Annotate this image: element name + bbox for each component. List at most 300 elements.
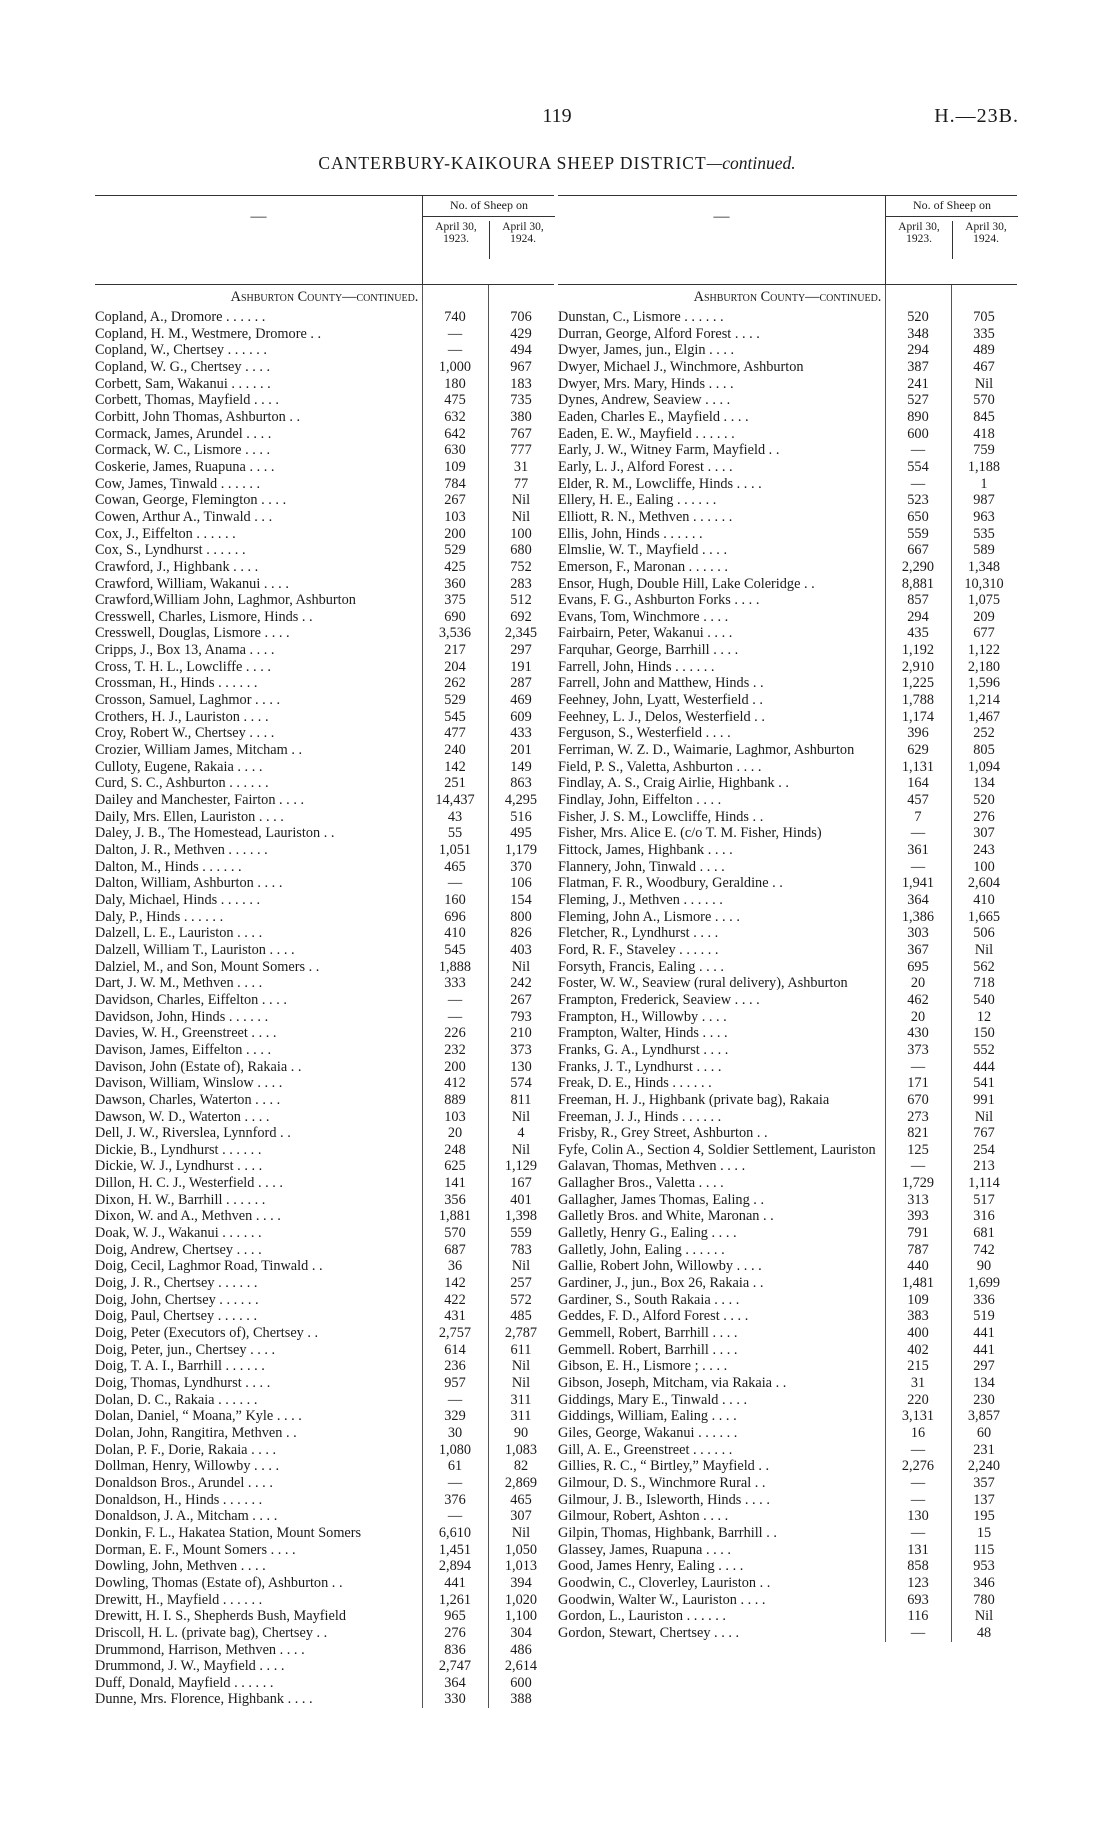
owner-name-cell: Donaldson, J. A., Mitcham . . . . (95, 1508, 278, 1525)
table-row (95, 692, 554, 709)
table-row (95, 1408, 554, 1425)
sheep-1924-cell: 191 (510, 658, 532, 675)
owner-name-cell: Cresswell, Charles, Lismore, Hinds . . (95, 608, 313, 625)
sheep-1924-cell: 572 (510, 1291, 532, 1308)
table-row (558, 576, 1017, 593)
table-row (95, 1492, 554, 1509)
sheep-1924-cell: 552 (973, 1041, 995, 1058)
table-row (95, 509, 554, 526)
owner-name-cell: Dunstan, C., Lismore . . . . . . (558, 309, 724, 325)
table-row (558, 1558, 1017, 1575)
sheep-1924-cell: 346 (973, 1574, 995, 1591)
table-row (95, 775, 554, 792)
owner-name-cell: Driscoll, H. L. (private bag), Chertsey . . (95, 1624, 328, 1641)
sheep-1923-cell: 529 (444, 542, 466, 559)
sheep-1924-cell: 418 (973, 425, 995, 442)
owner-name-cell: Cormack, James, Arundel . . . . (95, 425, 272, 442)
table-row (95, 625, 554, 642)
sheep-1924-cell: 307 (510, 1508, 532, 1525)
sheep-1924-cell: 759 (973, 442, 995, 459)
sheep-1923-cell: — (447, 1008, 463, 1025)
sheep-group-label: No. of Sheep on (913, 198, 991, 212)
sheep-1924-cell: 1,114 (968, 1175, 1000, 1192)
sheep-1924-cell: 2,604 (967, 875, 1001, 892)
table-row (558, 1125, 1017, 1142)
sheep-1923-cell: 465 (444, 858, 466, 875)
sheep-1923-cell: 240 (444, 742, 466, 759)
table-row (558, 609, 1017, 626)
owner-name-cell: Flannery, John, Tinwald . . . . (558, 858, 725, 875)
sheep-1923-cell: 20 (910, 975, 926, 992)
owner-name-cell: Coskerie, James, Ruapuna . . . . (95, 458, 275, 475)
table-row (95, 809, 554, 826)
sheep-1924-cell: 589 (973, 542, 995, 559)
sheep-1923-cell: 791 (907, 1225, 929, 1242)
sheep-1924-cell: 297 (510, 642, 532, 659)
table-row (558, 1508, 1017, 1525)
sheep-1924-cell: 800 (510, 908, 532, 925)
table-row (95, 975, 554, 992)
sheep-1923-cell: 858 (907, 1558, 929, 1575)
table-row (558, 659, 1017, 676)
table-row (558, 675, 1017, 692)
sheep-1923-cell: 383 (907, 1308, 929, 1325)
sheep-1923-cell: 614 (444, 1341, 466, 1358)
owner-name-cell: Cowan, George, Flemington . . . . (95, 492, 287, 509)
table-row (95, 1442, 554, 1459)
sheep-1923-cell: — (910, 858, 926, 875)
sheep-1924-cell: 611 (510, 1341, 532, 1358)
table-row (95, 326, 554, 343)
owner-name-cell: Donaldson, H., Hinds . . . . . . (95, 1491, 263, 1508)
table-row (558, 1442, 1017, 1459)
sheep-1924-cell: 2,787 (504, 1325, 538, 1342)
sheep-1923-cell: 740 (444, 309, 466, 325)
sheep-1923-cell: 376 (444, 1491, 466, 1508)
sheep-1924-cell: Nil (974, 941, 994, 958)
sheep-1924-cell: 845 (973, 408, 995, 425)
table-row (558, 909, 1017, 926)
sheep-1924-cell: Nil (974, 1108, 994, 1125)
page-title (0, 153, 1114, 174)
table-body (95, 285, 554, 1708)
owner-name-cell: Feehney, L. J., Delos, Westerfield . . (558, 708, 765, 725)
owner-name-cell: Dynes, Andrew, Seaview . . . . (558, 392, 731, 409)
table-row (95, 609, 554, 626)
table-row (95, 1059, 554, 1076)
sheep-1924-cell: 10,310 (964, 575, 1004, 592)
table-row (95, 426, 554, 443)
owner-name-cell: Crossman, H., Hinds . . . . . . (95, 675, 258, 692)
owner-name-cell: Geddes, F. D., Alford Forest . . . . (558, 1308, 749, 1325)
sheep-1924-cell: 811 (510, 1091, 532, 1108)
owner-name-cell: Doig, Andrew, Chertsey . . . . (95, 1241, 262, 1258)
sheep-1923-cell: — (447, 1474, 463, 1491)
sheep-1923-cell: 523 (907, 492, 929, 509)
table-row (95, 1642, 554, 1659)
owner-name-cell: Davies, W. H., Greenstreet . . . . (95, 1025, 277, 1042)
table-row (95, 1042, 554, 1059)
sheep-1924-cell: 433 (510, 725, 532, 742)
sheep-1924-cell: 609 (510, 708, 532, 725)
table-row (95, 1075, 554, 1092)
owner-name-cell: Gallagher Bros., Valetta . . . . (558, 1175, 724, 1192)
table-row (558, 1242, 1017, 1259)
owner-name-cell: Freeman, J. J., Hinds . . . . . . (558, 1108, 722, 1125)
sheep-1924-cell: 826 (510, 925, 532, 942)
owner-name-cell: Evans, F. G., Ashburton Forks . . . . (558, 592, 760, 609)
sheep-1924-cell: 486 (510, 1641, 532, 1658)
sheep-1924-cell: 137 (973, 1491, 995, 1508)
owner-name-cell: Elliott, R. N., Methven . . . . . . (558, 508, 733, 525)
sheep-count-header (885, 196, 1018, 284)
table-row (95, 1675, 554, 1692)
sheep-1923-cell: 262 (444, 675, 466, 692)
sheep-1923-cell: 2,290 (901, 558, 935, 575)
owner-name-cell: Copland, W., Chertsey . . . . . . (95, 342, 267, 359)
date-1924-header: April 30, 1924. (952, 221, 1019, 259)
sheep-1924-cell: 540 (973, 991, 995, 1008)
owner-name-cell: Doig, Cecil, Laghmor Road, Tinwald . . (95, 1258, 323, 1275)
owner-name-cell: Dillon, H. C. J., Westerfield . . . . (95, 1175, 284, 1192)
sheep-1924-cell: 494 (510, 342, 532, 359)
sheep-1924-cell: 705 (973, 309, 995, 325)
owner-name-cell: Glassey, James, Ruapuna . . . . (558, 1541, 731, 1558)
table-row (558, 309, 1017, 326)
sheep-1923-cell: 367 (907, 941, 929, 958)
sheep-1923-cell: 1,261 (438, 1591, 472, 1608)
sheep-1924-cell: 231 (973, 1441, 995, 1458)
sheep-1923-cell: 462 (907, 991, 929, 1008)
table-row (558, 959, 1017, 976)
table-row (558, 1292, 1017, 1309)
table-row (558, 792, 1017, 809)
sheep-1923-cell: 435 (907, 625, 929, 642)
table-row (558, 492, 1017, 509)
right-table (558, 195, 1017, 1642)
sheep-1923-cell: 836 (444, 1641, 466, 1658)
owner-name-cell: Freak, D. E., Hinds . . . . . . (558, 1075, 712, 1092)
sheep-1923-cell: 313 (907, 1191, 929, 1208)
sheep-1924-cell: 967 (510, 358, 532, 375)
table-row (558, 1092, 1017, 1109)
sheep-1924-cell: 863 (510, 775, 532, 792)
owner-name-cell: Gardiner, S., South Rakaia . . . . (558, 1291, 740, 1308)
owner-name-cell: Ferriman, W. Z. D., Waimarie, Laghmor, Ashburton (558, 742, 855, 759)
sheep-1924-cell: 149 (510, 758, 532, 775)
sheep-1924-cell: 1,467 (967, 708, 1001, 725)
owner-name-cell: Fyfe, Colin A., Section 4, Soldier Settlement, Lauriston (558, 1141, 876, 1158)
sheep-1923-cell: 1,888 (438, 958, 472, 975)
owner-name-cell: Doig, Peter (Executors of), Chertsey . . (95, 1325, 319, 1342)
sheep-1924-cell: 469 (510, 692, 532, 709)
sheep-1923-cell: 2,276 (901, 1458, 935, 1475)
owner-name-cell: Elder, R. M., Lowcliffe, Hinds . . . . (558, 475, 762, 492)
table-row (558, 1475, 1017, 1492)
owner-name-cell: Cresswell, Douglas, Lismore . . . . (95, 625, 290, 642)
owner-name-cell: Frampton, Walter, Hinds . . . . (558, 1025, 728, 1042)
sheep-1924-cell: 1,100 (504, 1608, 538, 1625)
sheep-1923-cell: 43 (447, 808, 463, 825)
owner-name-cell: Fleming, J., Methven . . . . . . (558, 891, 723, 908)
owner-name-cell: Elmslie, W. T., Mayfield . . . . (558, 542, 728, 559)
sheep-1923-cell: — (910, 475, 926, 492)
sheep-1924-cell: 2,869 (504, 1474, 538, 1491)
sheep-1923-cell: 545 (444, 708, 466, 725)
table-row (95, 309, 554, 326)
owner-name-cell: Drewitt, H. I. S., Shepherds Bush, Mayfield (95, 1608, 346, 1625)
table-row (558, 542, 1017, 559)
table-row (95, 825, 554, 842)
table-row (95, 759, 554, 776)
owner-name-cell: Foster, W. W., Seaview (rural delivery), Ashburton (558, 975, 848, 992)
sheep-1924-cell: 242 (510, 975, 532, 992)
owner-name-cell: Ensor, Hugh, Double Hill, Lake Coleridge . . (558, 575, 815, 592)
sheep-1924-cell: 257 (510, 1275, 532, 1292)
sheep-1923-cell: 965 (444, 1608, 466, 1625)
owner-name-cell: Evans, Tom, Winchmore . . . . (558, 608, 729, 625)
table-row (95, 392, 554, 409)
table-row (558, 1059, 1017, 1076)
owner-name-cell: Crozier, William James, Mitcham . . (95, 742, 303, 759)
sheep-1923-cell: 361 (907, 842, 929, 858)
table-row (558, 409, 1017, 426)
date-1923-header: April 30, 1923. (435, 221, 477, 245)
owner-name-cell: Dwyer, Michael J., Winchmore, Ashburton (558, 358, 804, 375)
sheep-1924-cell: 441 (973, 1325, 995, 1342)
sheep-1924-cell: 2,240 (967, 1458, 1001, 1475)
table-row (95, 1275, 554, 1292)
sheep-1923-cell: 1,174 (901, 708, 935, 725)
table-row (95, 576, 554, 593)
owner-name-cell: Findlay, A. S., Craig Airlie, Highbank . . (558, 775, 789, 792)
table-row (558, 526, 1017, 543)
sheep-1923-cell: — (447, 875, 463, 892)
sheep-1923-cell: 1,481 (901, 1275, 935, 1292)
owner-name-cell: Gardiner, J., jun., Box 26, Rakaia . . (558, 1275, 764, 1292)
owner-name-cell: Doig, Thomas, Lyndhurst . . . . (95, 1375, 271, 1391)
sheep-1924-cell: 12 (976, 1008, 992, 1025)
sheep-1923-cell: 61 (447, 1458, 463, 1475)
table-row (95, 642, 554, 659)
owner-name-cell: Dalton, William, Ashburton . . . . (95, 875, 283, 892)
table-row (95, 542, 554, 559)
table-row (95, 959, 554, 976)
sheep-1923-cell: 2,910 (901, 658, 935, 675)
sheep-1924-cell: 370 (510, 858, 532, 875)
sheep-1923-cell: 559 (907, 525, 929, 542)
sheep-1924-cell: 3,857 (967, 1408, 1001, 1425)
sheep-1924-cell: 283 (510, 575, 532, 592)
table-row (95, 792, 554, 809)
owner-name-cell: Eaden, E. W., Mayfield . . . . . . (558, 425, 735, 442)
table-row (558, 442, 1017, 459)
sheep-1923-cell: 441 (444, 1574, 466, 1591)
sheep-1923-cell: 430 (907, 1025, 929, 1042)
sheep-1923-cell: 226 (444, 1025, 466, 1042)
owner-name-cell: Cripps, J., Box 13, Anama . . . . (95, 642, 275, 659)
table-row (95, 659, 554, 676)
sheep-1923-cell: 123 (907, 1574, 929, 1591)
table-row (95, 1458, 554, 1475)
table-row (558, 1308, 1017, 1325)
owner-name-cell: Frampton, H., Willowby . . . . (558, 1008, 727, 1025)
sheep-1923-cell: 241 (907, 375, 929, 392)
owner-name-cell: Feehney, John, Lyatt, Westerfield . . (558, 692, 763, 709)
sheep-1923-cell: 131 (907, 1541, 929, 1558)
sheep-1923-cell: 130 (907, 1508, 929, 1525)
owner-name-cell: Field, P. S., Valetta, Ashburton . . . . (558, 758, 762, 775)
sheep-1924-cell: Nil (511, 1358, 531, 1375)
sheep-1923-cell: 329 (444, 1408, 466, 1425)
table-row (95, 1109, 554, 1126)
owner-name-cell: Crawford,William John, Laghmor, Ashburton (95, 592, 356, 609)
sheep-1923-cell: 180 (444, 375, 466, 392)
table-row (558, 559, 1017, 576)
owner-name-cell: Davidson, Charles, Eiffelton . . . . (95, 991, 287, 1008)
table-row (558, 859, 1017, 876)
owner-name-cell: Cowen, Arthur A., Tinwald . . . (95, 508, 273, 525)
owner-name-cell: Flatman, F. R., Woodbury, Geraldine . . (558, 875, 783, 892)
sheep-1924-cell: 335 (973, 325, 995, 342)
owner-name-cell: Dart, J. W. M., Methven . . . . (95, 975, 263, 992)
sheep-1924-cell: 401 (510, 1191, 532, 1208)
table-row (558, 1492, 1017, 1509)
sheep-1924-cell: 519 (973, 1308, 995, 1325)
sheep-1923-cell: 393 (907, 1208, 929, 1225)
owner-name-cell: Doig, J. R., Chertsey . . . . . . (95, 1275, 258, 1292)
owner-name-cell: Dorman, E. F., Mount Somers . . . . (95, 1541, 296, 1558)
table-row (558, 1258, 1017, 1275)
owner-name-cell: Copland, W. G., Chertsey . . . . (95, 358, 271, 375)
sheep-1923-cell: — (447, 991, 463, 1008)
sheep-1923-cell: 1,941 (901, 875, 935, 892)
table-row (95, 925, 554, 942)
county-heading: Ashburton County—continued. (693, 289, 882, 305)
owner-name-cell: Daley, J. B., The Homestead, Lauriston . . (95, 825, 335, 842)
table-row (95, 1258, 554, 1275)
table-row (558, 592, 1017, 609)
sheep-1924-cell: Nil (511, 1108, 531, 1125)
owner-name-cell: Doak, W. J., Wakanui . . . . . . (95, 1225, 262, 1242)
sheep-1924-cell: 1,348 (967, 558, 1001, 575)
sheep-1923-cell: 200 (444, 1058, 466, 1075)
sheep-1923-cell: 957 (444, 1375, 466, 1391)
sheep-1924-cell: 1,050 (504, 1541, 538, 1558)
sheep-1924-cell: 90 (976, 1258, 992, 1275)
sheep-1924-cell: 1,020 (504, 1591, 538, 1608)
table-row (95, 1425, 554, 1442)
sheep-1924-cell: 718 (973, 975, 995, 992)
table-row (95, 592, 554, 609)
sheep-1924-cell: 752 (510, 558, 532, 575)
owner-name-cell: Gilmour, Robert, Ashton . . . . (558, 1508, 729, 1525)
sheep-1923-cell: 1,451 (438, 1541, 472, 1558)
table-row (558, 775, 1017, 792)
sheep-1923-cell: 1,225 (901, 675, 935, 692)
owner-name-cell: Doig, T. A. I., Barrhill . . . . . . (95, 1358, 265, 1375)
sheep-1923-cell: 217 (444, 642, 466, 659)
sheep-1924-cell: 1,179 (504, 842, 538, 858)
table-row (95, 1325, 554, 1342)
owner-name-cell: Gallagher, James Thomas, Ealing . . (558, 1191, 765, 1208)
table-row (558, 825, 1017, 842)
sheep-1924-cell: 48 (976, 1624, 992, 1641)
table-row (95, 1092, 554, 1109)
table-row (558, 1075, 1017, 1092)
owner-name-cell: Corbett, Sam, Wakanui . . . . . . (95, 375, 271, 392)
sheep-1923-cell: 693 (907, 1591, 929, 1608)
sheep-1923-cell: 164 (907, 775, 929, 792)
sheep-1924-cell: 805 (973, 742, 995, 759)
sheep-1924-cell: 254 (973, 1141, 995, 1158)
sheep-1923-cell: — (910, 1624, 926, 1641)
table-row (95, 675, 554, 692)
table-row (95, 892, 554, 909)
sheep-1924-cell: 60 (976, 1424, 992, 1441)
table-row (95, 559, 554, 576)
table-row (558, 1392, 1017, 1409)
owner-name-cell: Dolan, P. F., Dorie, Rakaia . . . . (95, 1441, 277, 1458)
owner-name-cell: Duff, Donald, Mayfield . . . . . . (95, 1674, 274, 1691)
sheep-1923-cell: 330 (444, 1691, 466, 1708)
sheep-1924-cell: 991 (973, 1091, 995, 1108)
owner-name-cell: Davison, William, Winslow . . . . (95, 1075, 283, 1092)
table-row (95, 1225, 554, 1242)
table-row (95, 909, 554, 926)
table-row (558, 692, 1017, 709)
sheep-1924-cell: 1,129 (504, 1158, 538, 1175)
sheep-1924-cell: 357 (973, 1474, 995, 1491)
sheep-1923-cell: 204 (444, 658, 466, 675)
county-heading: Ashburton County—continued. (230, 289, 419, 305)
owner-name-cell: Giles, George, Wakanui . . . . . . (558, 1424, 738, 1441)
owner-name-cell: Fittock, James, Highbank . . . . (558, 842, 733, 858)
table-row (558, 1358, 1017, 1375)
table-row (95, 459, 554, 476)
owner-name-cell: Daily, Mrs. Ellen, Lauriston . . . . (95, 808, 284, 825)
sheep-1924-cell: 90 (513, 1424, 529, 1441)
table-row (95, 1025, 554, 1042)
sheep-1923-cell: 2,747 (438, 1658, 472, 1675)
owner-name-cell: Drewitt, H., Mayfield . . . . . . (95, 1591, 263, 1608)
table-row (558, 642, 1017, 659)
sheep-1924-cell: 100 (973, 858, 995, 875)
left-table (95, 195, 554, 1708)
owner-name-cell: Freeman, H. J., Highbank (private bag), Rakaia (558, 1091, 830, 1108)
sheep-1924-cell: 680 (510, 542, 532, 559)
owner-name-cell: Dollman, Henry, Willowby . . . . (95, 1458, 280, 1475)
table-row (95, 492, 554, 509)
table-row (95, 1392, 554, 1409)
sheep-1923-cell: — (910, 1491, 926, 1508)
owner-name-cell: Cormack, W. C., Lismore . . . . (95, 442, 271, 459)
title-main: CANTERBURY-KAIKOURA SHEEP DISTRICT (318, 153, 707, 173)
sheep-1924-cell: 297 (973, 1358, 995, 1375)
sheep-1924-cell: 1,094 (967, 758, 1001, 775)
sheep-1923-cell: 642 (444, 425, 466, 442)
owner-name-cell: Gordon, L., Lauriston . . . . . . (558, 1608, 726, 1625)
sheep-1924-cell: 692 (510, 608, 532, 625)
table-row (95, 1525, 554, 1542)
sheep-1924-cell: 410 (973, 891, 995, 908)
owner-name-cell: Dwyer, James, jun., Elgin . . . . (558, 342, 735, 359)
sheep-1924-cell: 134 (973, 775, 995, 792)
table-row (558, 376, 1017, 393)
owner-name-cell: Donkin, F. L., Hakatea Station, Mount Somers (95, 1524, 362, 1541)
sheep-1924-cell: 77 (513, 475, 529, 492)
table-row (558, 1225, 1017, 1242)
